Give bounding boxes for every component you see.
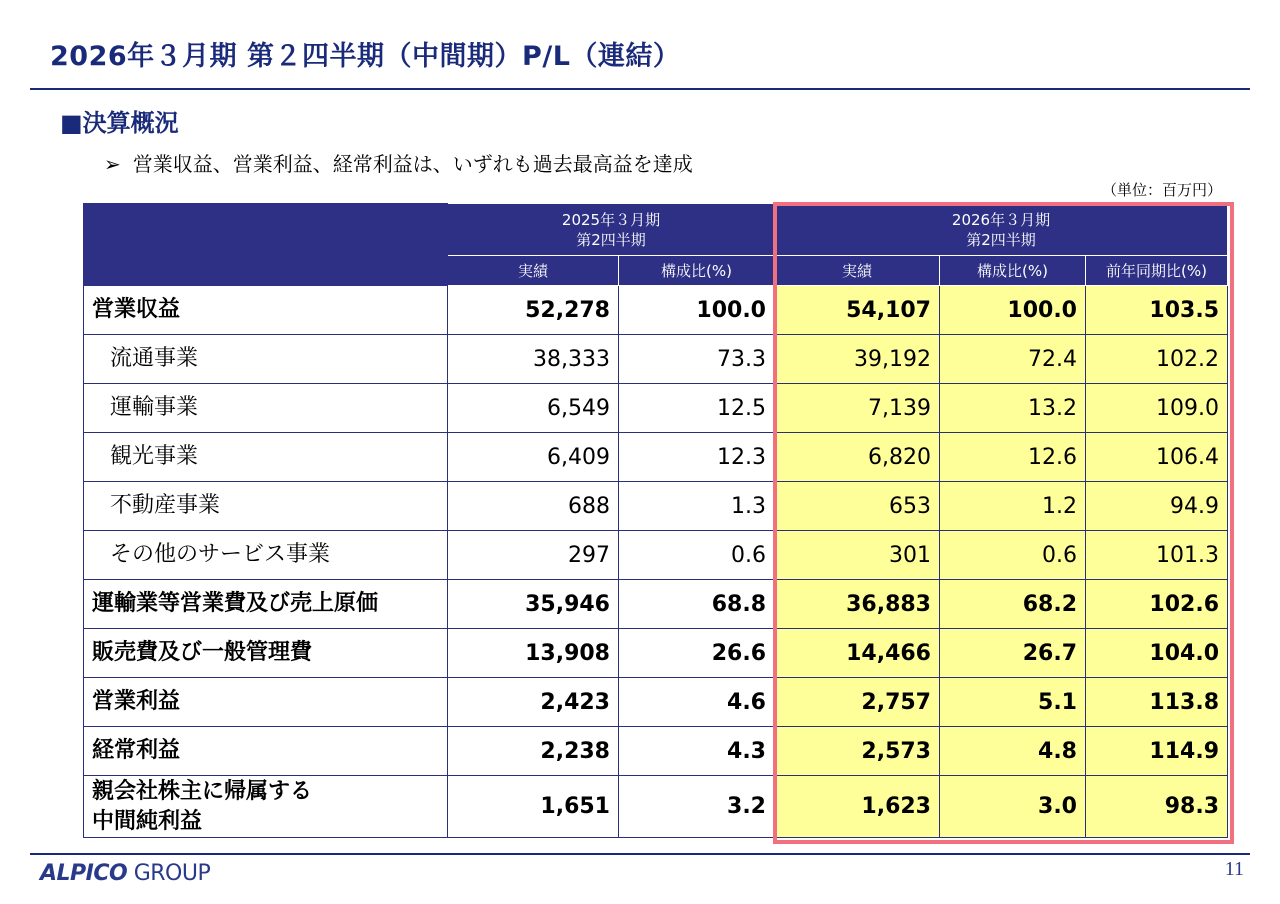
value-cell: 12.3 bbox=[619, 433, 775, 482]
value-cell: 35,946 bbox=[448, 580, 619, 629]
value-cell: 68.2 bbox=[940, 580, 1086, 629]
value-cell: 54,107 bbox=[775, 286, 940, 335]
row-label: 運輸業等営業費及び売上原価 bbox=[84, 580, 448, 629]
value-cell: 1.3 bbox=[619, 482, 775, 531]
value-cell: 6,409 bbox=[448, 433, 619, 482]
value-cell: 36,883 bbox=[775, 580, 940, 629]
value-cell: 26.7 bbox=[940, 629, 1086, 678]
value-cell: 1.2 bbox=[940, 482, 1086, 531]
value-cell: 98.3 bbox=[1086, 776, 1228, 838]
period-curr-header: 2026年３月期 第2四半期 bbox=[775, 204, 1228, 256]
row-label: 観光事業 bbox=[84, 433, 448, 482]
page-number: 11 bbox=[1224, 858, 1244, 880]
footer-divider bbox=[30, 853, 1250, 855]
value-cell: 0.6 bbox=[940, 531, 1086, 580]
value-cell: 114.9 bbox=[1086, 727, 1228, 776]
pl-table bbox=[83, 203, 1228, 838]
value-cell: 7,139 bbox=[775, 384, 940, 433]
value-cell: 100.0 bbox=[940, 286, 1086, 335]
row-label: その他のサービス事業 bbox=[84, 531, 448, 580]
value-cell: 73.3 bbox=[619, 335, 775, 384]
value-cell: 106.4 bbox=[1086, 433, 1228, 482]
row-label: 親会社株主に帰属する 中間純利益 bbox=[84, 776, 448, 838]
value-cell: 12.5 bbox=[619, 384, 775, 433]
value-cell: 4.6 bbox=[619, 678, 775, 727]
value-cell: 4.8 bbox=[940, 727, 1086, 776]
period-prev-header: 2025年３月期 第2四半期 bbox=[448, 204, 775, 256]
row-label: 経常利益 bbox=[84, 727, 448, 776]
value-cell: 0.6 bbox=[619, 531, 775, 580]
row-label: 営業利益 bbox=[84, 678, 448, 727]
row-label: 営業収益 bbox=[84, 286, 448, 335]
title-divider bbox=[30, 88, 1250, 90]
value-cell: 13,908 bbox=[448, 629, 619, 678]
value-cell: 2,573 bbox=[775, 727, 940, 776]
row-label: 流通事業 bbox=[84, 335, 448, 384]
value-cell: 301 bbox=[775, 531, 940, 580]
column-header: 実績 bbox=[775, 256, 940, 286]
row-label: 運輸事業 bbox=[84, 384, 448, 433]
value-cell: 102.6 bbox=[1086, 580, 1228, 629]
table-row bbox=[84, 531, 1228, 580]
table-row bbox=[84, 286, 1228, 335]
value-cell: 2,423 bbox=[448, 678, 619, 727]
value-cell: 104.0 bbox=[1086, 629, 1228, 678]
value-cell: 94.9 bbox=[1086, 482, 1228, 531]
value-cell: 653 bbox=[775, 482, 940, 531]
value-cell: 113.8 bbox=[1086, 678, 1228, 727]
value-cell: 297 bbox=[448, 531, 619, 580]
header-blank-cell bbox=[84, 204, 448, 286]
value-cell: 68.8 bbox=[619, 580, 775, 629]
column-header: 前年同期比(%) bbox=[1086, 256, 1228, 286]
column-header: 構成比(%) bbox=[940, 256, 1086, 286]
column-header: 構成比(%) bbox=[619, 256, 775, 286]
table-row bbox=[84, 482, 1228, 531]
value-cell: 13.2 bbox=[940, 384, 1086, 433]
value-cell: 2,757 bbox=[775, 678, 940, 727]
page-title: 2026年３月期 第２四半期（中間期）P/L（連結） bbox=[50, 41, 681, 72]
table-row bbox=[84, 580, 1228, 629]
unit-label: （単位：百万円） bbox=[1101, 181, 1222, 199]
value-cell: 72.4 bbox=[940, 335, 1086, 384]
table-row bbox=[84, 776, 1228, 838]
value-cell: 26.6 bbox=[619, 629, 775, 678]
value-cell: 102.2 bbox=[1086, 335, 1228, 384]
value-cell: 39,192 bbox=[775, 335, 940, 384]
value-cell: 101.3 bbox=[1086, 531, 1228, 580]
bullet-text: 営業収益、営業利益、経常利益は、いずれも過去最高益を達成 bbox=[132, 152, 693, 176]
value-cell: 1,623 bbox=[775, 776, 940, 838]
table-row bbox=[84, 384, 1228, 433]
bullet-point bbox=[104, 148, 693, 177]
value-cell: 1,651 bbox=[448, 776, 619, 838]
alpico-group-logo: ALPICO GROUP bbox=[40, 861, 211, 886]
value-cell: 2,238 bbox=[448, 727, 619, 776]
value-cell: 3.2 bbox=[619, 776, 775, 838]
value-cell: 3.0 bbox=[940, 776, 1086, 838]
value-cell: 38,333 bbox=[448, 335, 619, 384]
arrow-bullet-icon: ➢ bbox=[104, 152, 121, 176]
table-row bbox=[84, 629, 1228, 678]
value-cell: 12.6 bbox=[940, 433, 1086, 482]
value-cell: 688 bbox=[448, 482, 619, 531]
value-cell: 103.5 bbox=[1086, 286, 1228, 335]
column-header: 実績 bbox=[448, 256, 619, 286]
section-heading: ■決算概況 bbox=[60, 109, 179, 137]
value-cell: 6,549 bbox=[448, 384, 619, 433]
value-cell: 5.1 bbox=[940, 678, 1086, 727]
value-cell: 6,820 bbox=[775, 433, 940, 482]
value-cell: 100.0 bbox=[619, 286, 775, 335]
table-row bbox=[84, 727, 1228, 776]
row-label: 販売費及び一般管理費 bbox=[84, 629, 448, 678]
value-cell: 109.0 bbox=[1086, 384, 1228, 433]
value-cell: 14,466 bbox=[775, 629, 940, 678]
table-row bbox=[84, 433, 1228, 482]
table-row bbox=[84, 335, 1228, 384]
value-cell: 52,278 bbox=[448, 286, 619, 335]
value-cell: 4.3 bbox=[619, 727, 775, 776]
row-label: 不動産事業 bbox=[84, 482, 448, 531]
table-row bbox=[84, 678, 1228, 727]
